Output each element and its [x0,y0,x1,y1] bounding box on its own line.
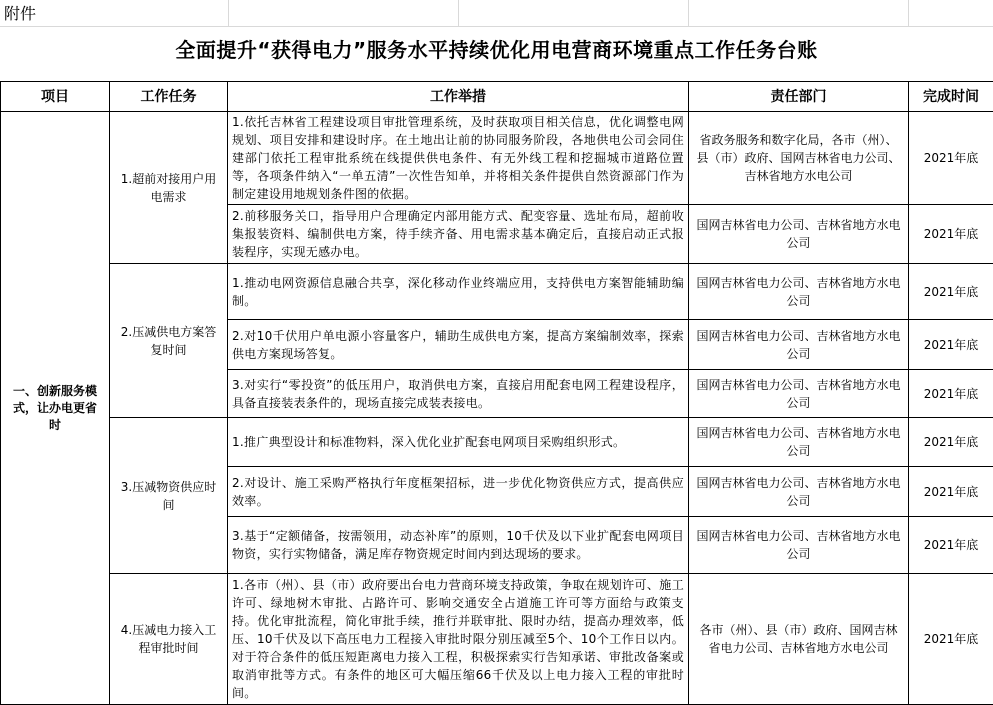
dept-cell: 国网吉林省电力公司、吉林省地方水电公司 [689,467,909,517]
header-row [1,82,993,112]
time-cell: 2021年底 [909,112,993,205]
time-cell: 2021年底 [909,370,993,418]
table-row [1,418,993,467]
annex-label: 附件 [4,4,37,23]
time-cell: 2021年底 [909,574,993,705]
header-task: 工作任务 [110,82,228,112]
measure-cell: 2.前移服务关口，指导用户合理确定内部用能方式、配变容量、选址布局，超前收集报装资料、编制供电方案，待手续齐备、用电需求基本确定后，直接启动正式报装程序，实现无感办电。 [228,205,689,264]
measure-cell: 2.对10千伏用户单电源小容量客户，辅助生成供电方案，提高方案编制效率，探索供电方案现场答复。 [228,320,689,370]
time-cell: 2021年底 [909,467,993,517]
time-cell: 2021年底 [909,320,993,370]
task-cell: 1.超前对接用户用电需求 [110,112,228,264]
table-row [1,264,993,320]
dept-cell: 国网吉林省电力公司、吉林省地方水电公司 [689,320,909,370]
dept-cell: 国网吉林省电力公司、吉林省地方水电公司 [689,418,909,467]
dept-cell: 国网吉林省电力公司、吉林省地方水电公司 [689,517,909,574]
measure-cell: 1.依托吉林省工程建设项目审批管理系统，及时获取项目相关信息，优化调整电网规划、项目安排和建设时序。在土地出让前的协同服务阶段，各地供电公司会同住建部门依托工程审批系统在线提供供电条件、有无外线工程和挖掘城市道路位置等，各项条件纳入“一单五清”一次性告知单，并将相关条件提供自然资源部门作为制定建设用地规划条件图的依据。 [228,112,689,205]
dept-cell: 国网吉林省电力公司、吉林省地方水电公司 [689,264,909,320]
measure-cell: 1.推广典型设计和标准物料，深入优化业扩配套电网项目采购组织形式。 [228,418,689,467]
table-row [1,574,993,705]
dept-cell: 国网吉林省电力公司、吉林省地方水电公司 [689,205,909,264]
measure-cell: 2.对设计、施工采购严格执行年度框架招标，进一步优化物资供应方式，提高供应效率。 [228,467,689,517]
dept-cell: 国网吉林省电力公司、吉林省地方水电公司 [689,370,909,418]
header-time: 完成时间 [909,82,993,112]
header-item: 项目 [1,82,110,112]
task-cell: 4.压减电力接入工程审批时间 [110,574,228,705]
item-cell: 一、创新服务模式，让办电更省时 [1,112,110,705]
dept-cell: 各市（州）、县（市）政府、国网吉林省电力公司、吉林省地方水电公司 [689,574,909,705]
header-measure: 工作举措 [228,82,689,112]
task-cell: 3.压减物资供应时间 [110,418,228,574]
time-cell: 2021年底 [909,205,993,264]
table-row [1,112,993,205]
task-ledger-table [0,81,993,705]
task-cell: 2.压减供电方案答复时间 [110,264,228,418]
time-cell: 2021年底 [909,264,993,320]
measure-cell: 3.对实行“零投资”的低压用户，取消供电方案，直接启用配套电网工程建设程序，具备直接装表条件的，现场直接完成装表接电。 [228,370,689,418]
time-cell: 2021年底 [909,418,993,467]
header-dept: 责任部门 [689,82,909,112]
page-title: 全面提升“获得电力”服务水平持续优化用电营商环境重点工作任务台账 [175,38,818,62]
time-cell: 2021年底 [909,517,993,574]
measure-cell: 3.基于“定额储备，按需领用，动态补库”的原则，10千伏及以下业扩配套电网项目物资，实行实物储备，满足库存物资规定时间内到达现场的要求。 [228,517,689,574]
measure-cell: 1.推动电网资源信息融合共享，深化移动作业终端应用，支持供电方案智能辅助编制。 [228,264,689,320]
measure-cell: 1.各市（州）、县（市）政府要出台电力营商环境支持政策，争取在规划许可、施工许可、绿地树木审批、占路许可、影响交通安全占道施工许可等方面给与政策支持。优化审批流程，简化审批手续，推行并联审批、限时办结，提高办理效率，低压、10千伏及以下高压电力工程接入审批时限分别压减至5个、10个工作日以内。对于符合条件的低压短距离电力接入工程，积极探索实行告知承诺、审批改备案或取消审批等方式。有条件的地区可大幅压缩66千伏及以上电力接入工程的审批时间。 [228,574,689,705]
dept-cell: 省政务服务和数字化局，各市（州）、县（市）政府、国网吉林省电力公司、吉林省地方水电公司 [689,112,909,205]
